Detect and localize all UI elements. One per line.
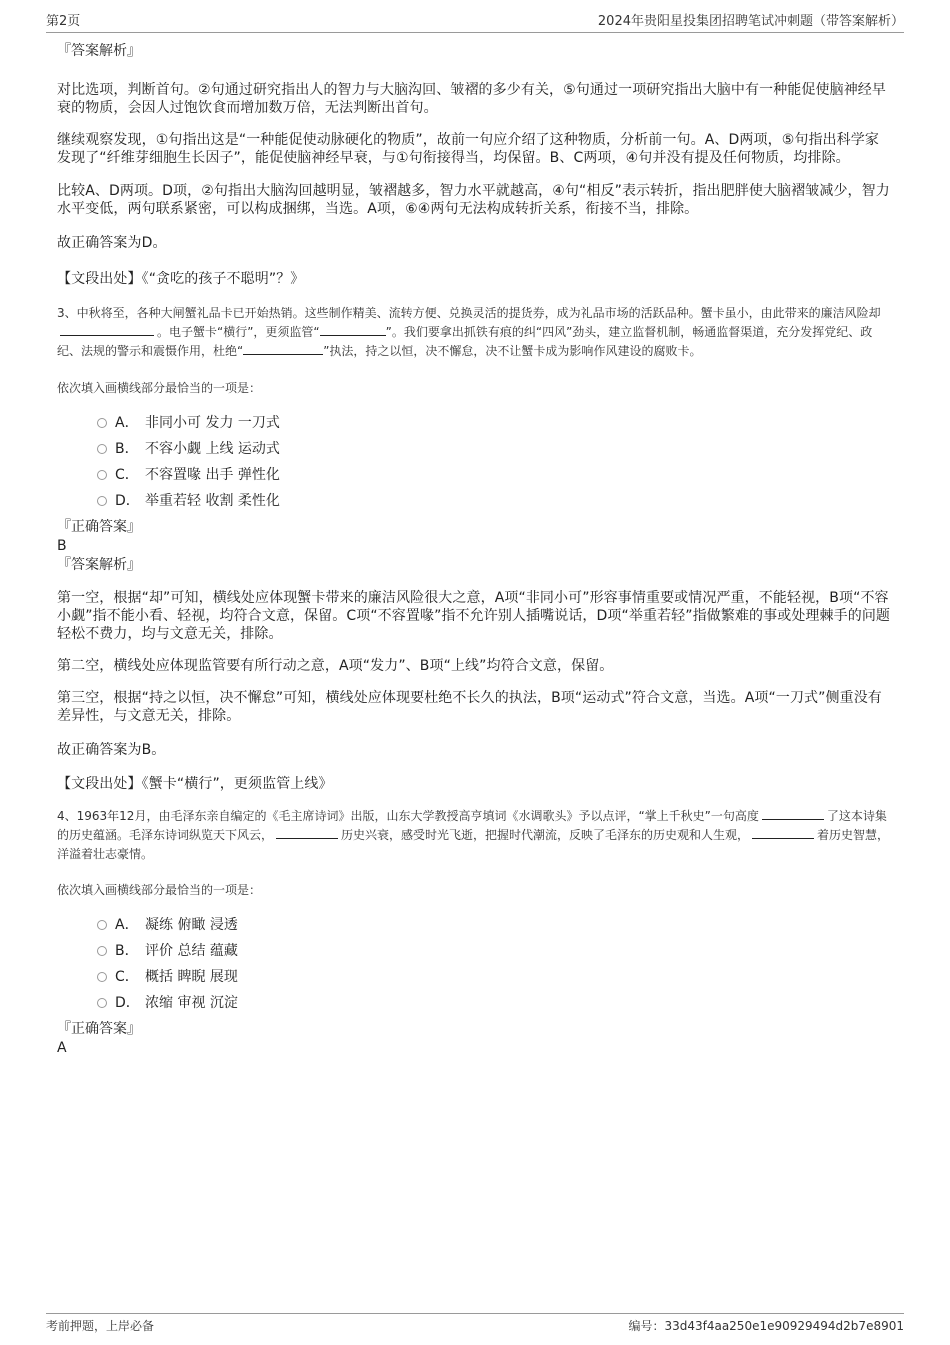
q3-option-a[interactable]: A． 非同小可 发力 一刀式 <box>57 410 893 436</box>
page-header <box>46 12 904 33</box>
radio-icon[interactable] <box>97 920 107 930</box>
radio-icon[interactable] <box>97 470 107 480</box>
q3-option-d[interactable]: D． 举重若轻 收割 柔性化 <box>57 488 893 514</box>
q3-answer: B <box>57 538 67 554</box>
q4-option-d[interactable]: D． 浓缩 审视 沉淀 <box>57 990 893 1016</box>
page-content <box>57 42 893 1058</box>
radio-icon[interactable] <box>97 972 107 982</box>
q2-source: 【文段出处】《“贪吃的孩子不聪明”？》 <box>57 271 305 287</box>
q4-option-a[interactable]: A． 凝练 俯瞰 浸透 <box>57 912 893 938</box>
q3-stem: 3、中秋将至，各种大闸蟹礼品卡已开始热销。这些制作精美、流转方便、兑换灵活的提货券，成为礼品市场的活跃品种。蟹卡虽小，由此带来的廉洁风险却。电子蟹卡“横行”，更须监管“ ”。我们要拿出抓铁有痕的纠“四风”劲头，建立监督机制，畅通监督渠道，充分发挥党纪、政纪、法规的警示和震慑作用，杜绝“ ”执法，持之以恒，决不懈怠，决不让蟹卡成为影响作风建设的腐败卡。 <box>57 306 881 358</box>
q3-conclusion: 故正确答案为B。 <box>57 742 166 758</box>
q3-source: 【文段出处】《蟹卡“横行”，更须监管上线》 <box>57 776 333 792</box>
radio-icon[interactable] <box>97 418 107 428</box>
q4-options <box>57 912 893 1016</box>
q3-option-c[interactable]: C． 不容置喙 出手 弹性化 <box>57 462 893 488</box>
q3-analysis-label: 『答案解析』 <box>57 557 141 573</box>
q4-option-c[interactable]: C． 概括 睥睨 展现 <box>57 964 893 990</box>
q3-instruction: 依次填入画横线部分最恰当的一项是： <box>57 381 262 395</box>
q4-answer-label: 『正确答案』 <box>57 1021 141 1037</box>
blank-2 <box>276 826 338 839</box>
q4-stem: 4、1963年12月，由毛泽东亲自编定的《毛主席诗词》出版，山东大学教授高亨填词《水调歌头》予以点评，“掌上千秋史”一句高度 了这本诗集的历史蕴涵。毛泽东诗词纵览天下风云， 历史兴衰，感受时光飞逝，把握时代潮流，反映了毛泽东的历史观和人生观， 着历史智慧，洋溢着壮志豪情。 <box>57 809 890 861</box>
q3-option-b[interactable]: B． 不容小觑 上线 运动式 <box>57 436 893 462</box>
radio-icon[interactable] <box>97 444 107 454</box>
blank-1 <box>60 323 154 336</box>
blank-1 <box>762 807 824 820</box>
document-id: 编号：33d43f4aa250e1e90929494d2b7e8901 <box>628 1319 904 1333</box>
radio-icon[interactable] <box>97 496 107 506</box>
q4-instruction: 依次填入画横线部分最恰当的一项是： <box>57 883 262 897</box>
q2-analysis-p2: 继续观察发现，①句指出这是“一种能促使动脉硬化的物质”，故前一句应介绍了这种物质，分析前一句。A、D两项，⑤句指出科学家发现了“纤维芽细胞生长因子”，能促使脑神经早衰，与①句衔接得当，均保留。B、C两项，④句并没有提及任何物质，均排除。 <box>57 132 879 166</box>
q4-answer: A <box>57 1040 67 1056</box>
page-number: 第2页 <box>46 14 81 29</box>
blank-3 <box>752 826 814 839</box>
q3-analysis-p2: 第二空，横线处应体现监管要有所行动之意，A项“发力”、B项“上线”均符合文意，保留。 <box>57 658 614 674</box>
q3-analysis-p1: 第一空，根据“却”可知，横线处应体现蟹卡带来的廉洁风险很大之意，A项“非同小可”形容事情重要或情况严重，不能轻视，B项“不容小觑”指不能小看、轻视，均符合文意，保留。C项“不容置喙”指不允许别人插嘴说话，D项“举重若轻”指做繁难的事或处理棘手的问题轻松不费力，均与文意无关，排除。 <box>57 590 891 642</box>
q2-analysis-p3: 比较A、D两项。D项，②句指出大脑沟回越明显，皱褶越多，智力水平就越高，④句“相反”表示转折，指出肥胖使大脑褶皱减少，智力水平变低，两句联系紧密，可以构成捆绑，当选。A项，⑥④两句无法构成转折关系，衔接不当，排除。 <box>57 183 890 217</box>
q2-conclusion: 故正确答案为D。 <box>57 235 167 251</box>
radio-icon[interactable] <box>97 998 107 1008</box>
q3-options <box>57 410 893 514</box>
radio-icon[interactable] <box>97 946 107 956</box>
document-title: 2024年贵阳星投集团招聘笔试冲刺题（带答案解析） <box>597 14 904 29</box>
q4-option-b[interactable]: B． 评价 总结 蕴藏 <box>57 938 893 964</box>
page-footer <box>46 1313 904 1336</box>
q3-answer-label: 『正确答案』 <box>57 519 141 535</box>
q2-analysis-p1: 对比选项，判断首句。②句通过研究指出人的智力与大脑沟回、皱褶的多少有关，⑤句通过一项研究指出大脑中有一种能促使脑神经早衰的物质，会因人过饱饮食而增加数万倍，无法判断出首句。 <box>57 82 886 116</box>
blank-2 <box>320 323 386 336</box>
blank-3 <box>243 342 323 355</box>
footer-slogan: 考前押题，上岸必备 <box>46 1319 155 1333</box>
q2-analysis-label: 『答案解析』 <box>57 43 141 59</box>
q3-analysis-p3: 第三空，根据“持之以恒，决不懈怠”可知，横线处应体现要杜绝不长久的执法，B项“运动式”符合文意，当选。A项“一刀式”侧重没有差异性，与文意无关，排除。 <box>57 690 882 724</box>
